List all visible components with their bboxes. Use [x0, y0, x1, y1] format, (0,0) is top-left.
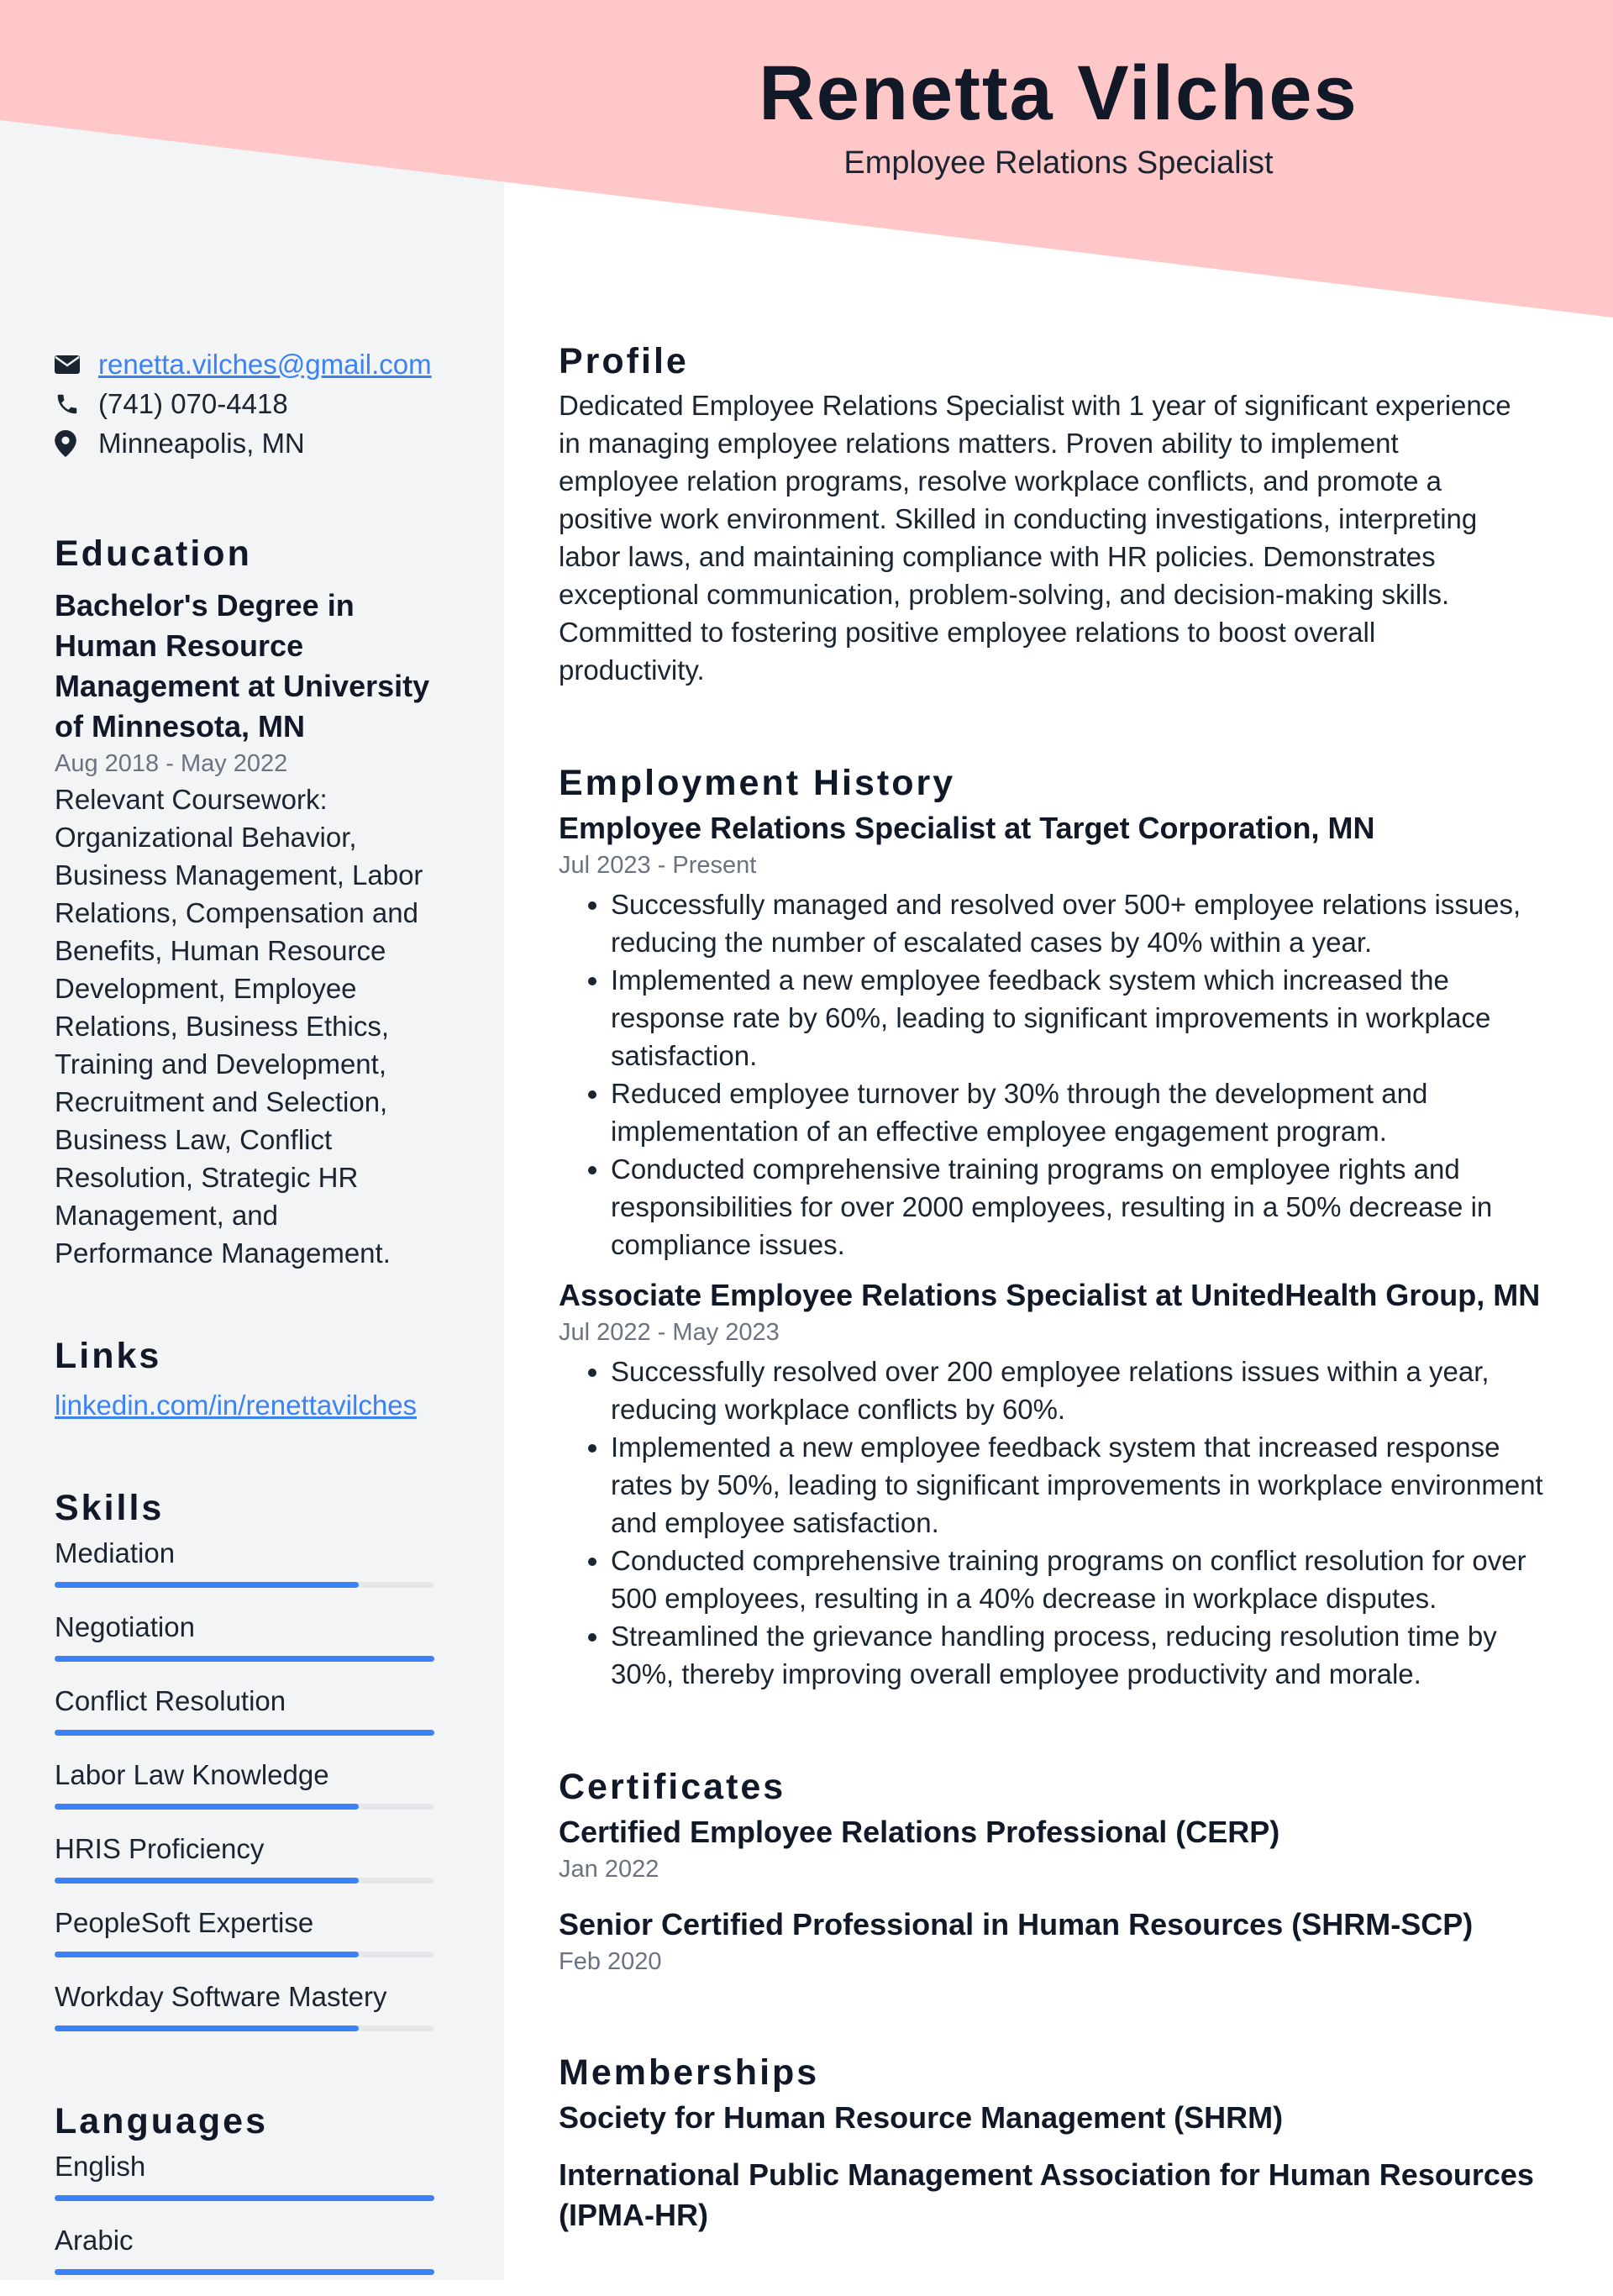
- job-bullet: • Successfully resolved over 200 employee relations issues within a year, reducing workplace conflicts by 60%.: [611, 1353, 1550, 1428]
- language-name: Arabic: [55, 2225, 134, 2256]
- skill-name: Labor Law Knowledge: [55, 1759, 329, 1790]
- job-bullet: • Reduced employee turnover by 30% through the development and implementation of an effective employee engagement program.: [611, 1074, 1550, 1150]
- certificate-title: Certified Employee Relations Professional (CERP): [559, 1815, 1280, 1849]
- skills-section: [55, 1484, 434, 2052]
- skill-item: [55, 1905, 434, 1978]
- linkedin-link[interactable]: linkedin.com/in/renettavilches: [55, 1390, 418, 1421]
- job-bullet: • Conducted comprehensive training programs on conflict resolution for over 500 employees, resulting in a 40% decrease in workplace disputes.: [611, 1542, 1550, 1617]
- job-bullets: [559, 1353, 1550, 1693]
- links-list: [55, 1386, 434, 1424]
- languages-heading: Languages: [55, 2101, 268, 2141]
- language-bar-fill: [55, 2195, 434, 2201]
- education-degree: Bachelor's Degree in Human Resource Management at University of Minnesota, MN: [55, 588, 430, 743]
- memberships-heading: Memberships: [559, 2052, 820, 2093]
- language-item: [55, 2222, 434, 2296]
- certificate-date: Feb 2020: [559, 1948, 662, 1975]
- job-bullets: [559, 885, 1550, 1264]
- skill-item: [55, 1831, 434, 1905]
- job-dates: Jul 2022 - May 2023: [559, 1319, 780, 1346]
- skill-bar-track: [55, 1730, 434, 1736]
- job-title: Employee Relations Specialist at Target Corporation, MN: [559, 811, 1375, 845]
- profile-text: Dedicated Employee Relations Specialist with 1 year of significant experience in managing employee relations matters. Proven ability to implement employee relation programs, resolve workplace conflicts, and promote a positive work environment. Skilled in conducting investigations, interpreting labor laws, and maintaining compliance with HR policies. Demonstrates exceptional communication, problem-solving, and decision-making skills. Committed to fostering positive employee relations to boost overall productivity.: [559, 390, 1511, 686]
- certificate-date: Jan 2022: [559, 1856, 659, 1883]
- job-entry: [559, 1275, 1550, 1693]
- certificate-title: Senior Certified Professional in Human Resources (SHRM-SCP): [559, 1907, 1474, 1941]
- education-heading: Education: [55, 533, 252, 574]
- job-bullet: • Streamlined the grievance handling process, reducing resolution time by 30%, thereby improving overall employee productivity and morale.: [611, 1617, 1550, 1693]
- skill-name: Negotiation: [55, 1611, 195, 1642]
- education-dates: Aug 2018 - May 2022: [55, 750, 288, 777]
- skill-bar-fill: [55, 2025, 359, 2031]
- skill-item: [55, 1978, 434, 2052]
- contact-email: [55, 344, 434, 384]
- skill-bar-track: [55, 1656, 434, 1662]
- skill-bar-track: [55, 1804, 434, 1810]
- links-section: [55, 1332, 434, 1424]
- languages-section: [55, 2098, 434, 2296]
- phone-number: (741) 070-4418: [98, 387, 288, 419]
- candidate-name: Renetta Vilches: [759, 50, 1358, 136]
- certificates-list: [559, 1812, 1550, 1978]
- language-bar-track: [55, 2195, 434, 2201]
- certificate-item: [559, 1812, 1550, 1886]
- job-entry: [559, 808, 1550, 1264]
- skill-item: [55, 1683, 434, 1757]
- languages-list: [55, 2148, 434, 2296]
- skill-item: [55, 1609, 434, 1683]
- skill-bar-track: [55, 1952, 434, 1957]
- skill-bar-fill: [55, 1582, 359, 1588]
- skills-list: [55, 1535, 434, 2052]
- envelope-icon: [55, 355, 98, 374]
- candidate-title: Employee Relations Specialist: [843, 145, 1274, 181]
- skill-bar-fill: [55, 1952, 359, 1957]
- language-bar-fill: [55, 2269, 434, 2275]
- links-heading: Links: [55, 1336, 162, 1376]
- job-bullet: • Successfully managed and resolved over 500+ employee relations issues, reducing the number of escalated cases by 40% within a year.: [611, 885, 1550, 961]
- skill-name: Workday Software Mastery: [55, 1981, 387, 2012]
- job-bullet: • Conducted comprehensive training programs on employee rights and responsibilities for over 2000 employees, resulting in a 50% decrease in compliance issues.: [611, 1150, 1550, 1264]
- membership-item: International Public Management Association for Human Resources (IPMA-HR): [559, 2157, 1534, 2232]
- skill-name: Mediation: [55, 1537, 176, 1568]
- contact-phone: [55, 384, 434, 423]
- skill-name: HRIS Proficiency: [55, 1833, 265, 1864]
- language-bar-track: [55, 2269, 434, 2275]
- main-content: [559, 336, 1550, 2236]
- skill-name: PeopleSoft Expertise: [55, 1907, 314, 1938]
- skill-bar-track: [55, 2025, 434, 2031]
- certificates-heading: Certificates: [559, 1767, 786, 1807]
- job-bullet: • Implemented a new employee feedback system which increased the response rate by 60%, leading to significant improvements in workplace satisfaction.: [611, 961, 1550, 1074]
- contact-section: [55, 344, 434, 463]
- sidebar-content: [55, 344, 434, 2296]
- memberships-list: [559, 2098, 1550, 2236]
- profile-heading: Profile: [559, 341, 689, 381]
- education-section: [55, 530, 434, 1272]
- location-text: Minneapolis, MN: [98, 427, 305, 459]
- skills-heading: Skills: [55, 1488, 165, 1528]
- email-link[interactable]: renetta.vilches@gmail.com: [98, 348, 432, 380]
- skill-bar-track: [55, 1878, 434, 1884]
- skill-bar-track: [55, 1582, 434, 1588]
- skill-bar-fill: [55, 1656, 434, 1662]
- skill-item: [55, 1535, 434, 1609]
- job-title: Associate Employee Relations Specialist at UnitedHealth Group, MN: [559, 1278, 1541, 1312]
- language-item: [55, 2148, 434, 2222]
- skill-bar-fill: [55, 1804, 359, 1810]
- location-pin-icon: [55, 430, 98, 457]
- profile-section: [559, 336, 1550, 689]
- skill-name: Conflict Resolution: [55, 1685, 286, 1716]
- skill-bar-fill: [55, 1730, 434, 1736]
- contact-location: [55, 423, 434, 463]
- jobs-list: [559, 808, 1550, 1693]
- employment-section: [559, 758, 1550, 1693]
- resume-header: [504, 44, 1613, 183]
- certificates-section: [559, 1762, 1550, 1978]
- education-description: Relevant Coursework: Organizational Behavior, Business Management, Labor Relations, Compensation and Benefits, Human Resource Development, Employee Relations, Business Ethics, Training and Development, Recruitment and Selection, Business Law, Conflict Resolution, Strategic HR Management, and Performance Management.: [55, 784, 423, 1269]
- memberships-section: [559, 2047, 1550, 2236]
- job-dates: Jul 2023 - Present: [559, 852, 757, 879]
- language-name: English: [55, 2151, 146, 2182]
- skill-item: [55, 1757, 434, 1831]
- certificate-item: [559, 1905, 1550, 1978]
- phone-icon: [55, 391, 98, 417]
- job-bullet: • Implemented a new employee feedback system that increased response rates by 50%, leading to significant improvements in workplace environment and employee satisfaction.: [611, 1428, 1550, 1542]
- membership-item: Society for Human Resource Management (SHRM): [559, 2100, 1284, 2135]
- skill-bar-fill: [55, 1878, 359, 1884]
- employment-heading: Employment History: [559, 763, 956, 803]
